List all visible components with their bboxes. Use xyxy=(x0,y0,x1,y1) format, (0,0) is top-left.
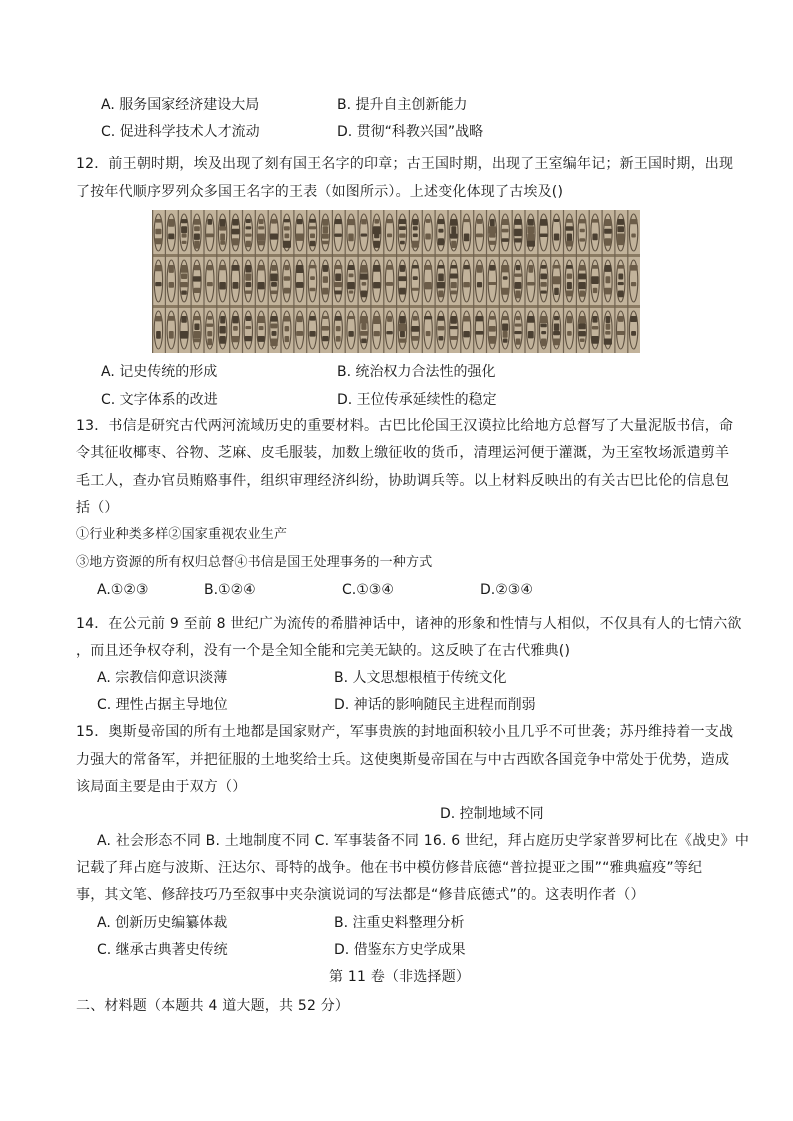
q16-stem-line-3: 事，其文笔、修辞技巧乃至叙事中夹杂演说词的写法都是“修昔底德式”的。这表明作者（） xyxy=(76,887,645,903)
q14-option-c: C. 理性占据主导地位 xyxy=(97,697,228,713)
volume-title: 第 11 卷（非选择题） xyxy=(329,969,471,985)
q12-option-a: A. 记史传统的形成 xyxy=(101,364,218,380)
q15-stem-line-3: 该局面主要是由于双方（） xyxy=(76,779,247,795)
q16-stem-line-1: A. 社会形态不同 B. 土地制度不同 C. 军事装备不同 16. 6 世纪，拜占庭历史学家普罗柯比在《战史》中 xyxy=(97,833,750,849)
q13-statements-line-2: ③地方资源的所有权归总督④书信是国王处理事务的一种方式 xyxy=(76,555,433,570)
q14-option-b: B. 人文思想根植于传统文化 xyxy=(334,670,507,686)
q16-option-b: B. 注重史料整理分析 xyxy=(334,915,465,931)
section-heading: 二、材料题（本题共 4 道大题，共 52 分） xyxy=(76,998,350,1014)
q13-stem-line-1: 13．书信是研究古代两河流域历史的重要材料。古巴比伦国王汉谟拉比给地方总督写了大量泥版书信，命 xyxy=(76,418,734,434)
q12-stem-line-2: 了按年代顺序罗列众多国王名字的王表（如图所示）。上述变化体现了古埃及() xyxy=(76,184,564,200)
q13-option-c: C.①③④ xyxy=(342,582,394,598)
q16-option-c: C. 继承古典著史传统 xyxy=(97,942,228,958)
q14-stem-line-1: 14．在公元前 9 至前 8 世纪广为流传的希腊神话中，诸神的形象和性情与人相似，不仅具有人的七情六欲 xyxy=(76,616,742,632)
q13-stem-line-4: 括（） xyxy=(76,500,119,516)
king-list-image xyxy=(152,210,640,353)
q13-option-b: B.①②④ xyxy=(204,582,256,598)
q16-stem-line-2: 记载了拜占庭与波斯、汪达尔、哥特的战争。他在书中模仿修昔底德“普拉提亚之围”“雅典瘟疫”等纪 xyxy=(76,860,703,876)
q13-stem-line-2: 令其征收椰枣、谷物、芝麻、皮毛服装，加数上缴征收的货币，清理运河便于灌溉，为王室牧场派遣剪羊 xyxy=(76,445,730,461)
q13-stem-line-3: 毛工人，查办官员贿赂事件，组织审理经济纠纷，协助调兵等。以上材料反映出的有关古巴比伦的信息包 xyxy=(76,473,730,489)
q14-stem-line-2: ，而且还争权夺利，没有一个是全知全能和完美无缺的。这反映了在古代雅典() xyxy=(76,643,571,659)
q13-option-d: D.②③④ xyxy=(480,582,533,598)
q13-statements-line-1: ①行业种类多样②国家重视农业生产 xyxy=(76,527,288,542)
q12-option-b: B. 统治权力合法性的强化 xyxy=(337,364,496,380)
q16-option-d: D. 借鉴东方史学成果 xyxy=(334,942,466,958)
q14-option-d: D. 神话的影响随民主进程而削弱 xyxy=(334,697,536,713)
q16-option-a: A. 创新历史编纂体裁 xyxy=(97,915,228,931)
q15-option-d: D. 控制地域不同 xyxy=(440,806,544,822)
q12-option-d: D. 王位传承延续性的稳定 xyxy=(337,392,497,408)
q11-option-a: A. 服务国家经济建设大局 xyxy=(101,97,260,113)
q11-option-b: B. 提升自主创新能力 xyxy=(337,97,468,113)
q15-stem-line-1: 15．奥斯曼帝国的所有土地都是国家财产，军事贵族的封地面积较小且几乎不可世袭；苏丹维持着一支战 xyxy=(76,724,734,740)
q11-option-d: D. 贯彻“科教兴国”战略 xyxy=(337,124,484,140)
q11-option-c: C. 促进科学技术人才流动 xyxy=(101,124,260,140)
q12-stem-line-1: 12．前王朝时期，埃及出现了刻有国王名字的印章；古王国时期，出现了王室编年记；新王国时期，出现 xyxy=(76,156,734,172)
q12-option-c: C. 文字体系的改进 xyxy=(101,392,218,408)
q13-option-a: A.①②③ xyxy=(97,582,149,598)
q14-option-a: A. 宗教信仰意识淡薄 xyxy=(97,670,228,686)
q15-stem-line-2: 力强大的常备军，并把征服的土地奖给士兵。这使奥斯曼帝国在与中古西欧各国竞争中常处于优势，造成 xyxy=(76,752,730,768)
